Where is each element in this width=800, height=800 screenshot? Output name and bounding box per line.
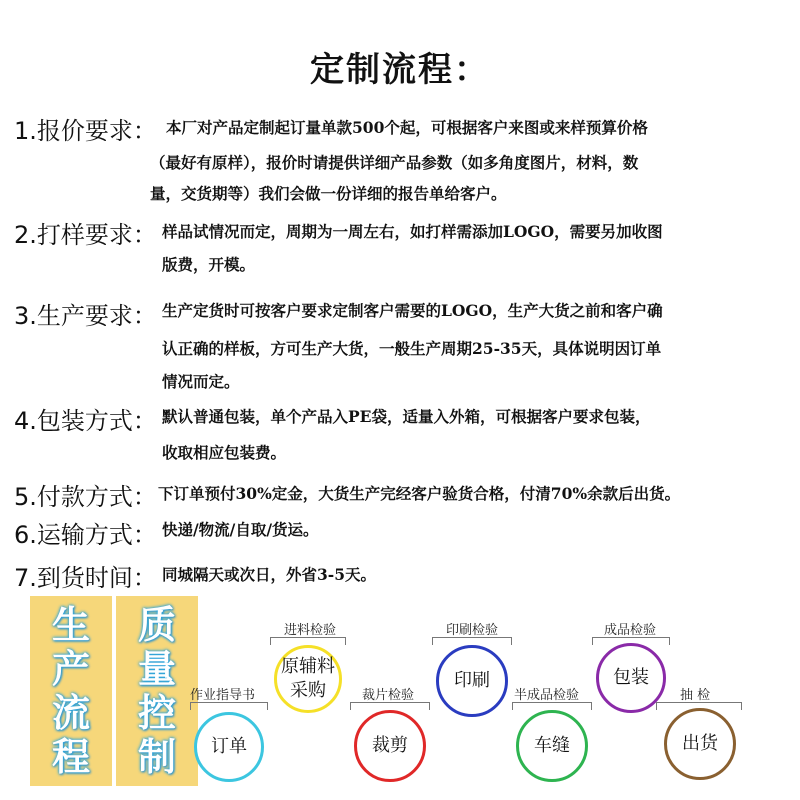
production-process-badge xyxy=(30,596,112,786)
requirement-2-label: 2.打样要求： xyxy=(14,221,157,249)
bracket xyxy=(350,702,430,710)
badge-char: 质 xyxy=(137,603,176,647)
bracket xyxy=(512,702,592,710)
requirement-3-line-1: 生产定货时可按客户要求定制客户需要的LOGO，生产大货之前和客户确 xyxy=(162,301,663,320)
stage-circle-order xyxy=(194,712,264,782)
badge-char: 量 xyxy=(137,647,176,691)
requirement-3-line-3: 情况而定。 xyxy=(162,372,240,391)
stage-label-spot-check: 抽 检 xyxy=(680,688,711,703)
requirement-5-line-1: 下订单预付30%定金，大货生产完经客户验货合格，付清70%余款后出货。 xyxy=(158,484,681,503)
requirement-7-line-1: 同城隔天或次日，外省3-5天。 xyxy=(162,565,377,584)
bracket xyxy=(432,637,512,645)
stage-circle-cutting xyxy=(354,710,426,782)
stage-circle-text: 车缝 xyxy=(534,735,570,756)
stage-circle-text: 原辅料 xyxy=(281,656,335,677)
stage-circle-text: 采购 xyxy=(290,680,326,701)
requirement-1-line-2: （最好有原样），报价时请提供详细产品参数（如多角度图片，材料，数 xyxy=(150,153,639,172)
quality-control-badge xyxy=(116,596,198,786)
stage-label-printing-inspection: 印刷检验 xyxy=(446,623,499,638)
stage-circle-materials-purchase xyxy=(274,645,342,713)
requirement-4-label: 4.包装方式： xyxy=(14,407,157,435)
stage-label-incoming-inspection: 进料检验 xyxy=(284,623,337,638)
requirement-1-label: 1.报价要求： xyxy=(14,117,157,145)
stage-label-work-instruction: 作业指导书 xyxy=(190,688,256,703)
requirement-1-line-1: 本厂对产品定制起订量单款500个起，可根据客户来图或来样预算价格 xyxy=(166,118,648,137)
stage-circle-text: 订单 xyxy=(211,736,247,757)
stage-label-cutting-inspection: 裁片检验 xyxy=(362,688,415,703)
badge-char: 制 xyxy=(137,735,176,779)
page-title: 定制流程： xyxy=(310,50,490,90)
stage-circle-text: 包装 xyxy=(613,667,649,688)
requirement-5-label: 5.付款方式： xyxy=(14,483,157,511)
stage-circle-sewing xyxy=(516,710,588,782)
badge-char: 程 xyxy=(51,735,90,779)
requirement-2-line-2: 版费，开模。 xyxy=(162,255,256,274)
stage-circle-text: 印刷 xyxy=(454,670,490,691)
requirement-2-line-1: 样品试情况而定，周期为一周左右，如打样需添加LOGO，需要另加收图 xyxy=(162,222,663,241)
badge-char: 生 xyxy=(51,603,90,647)
requirement-3-line-2: 认正确的样板，方可生产大货，一般生产周期25-35天，具体说明因订单 xyxy=(162,339,662,358)
requirement-4-line-1: 默认普通包装，单个产品入PE袋，适量入外箱，可根据客户要求包装， xyxy=(162,407,651,426)
badge-char: 流 xyxy=(51,691,90,735)
requirement-1-line-3: 量，交货期等）我们会做一份详细的报告单给客户。 xyxy=(150,184,507,203)
stage-circle-text: 裁剪 xyxy=(372,735,408,756)
badge-char: 控 xyxy=(137,691,176,735)
requirement-3-label: 3.生产要求： xyxy=(14,302,157,330)
stage-label-finished-inspection: 成品检验 xyxy=(604,623,657,638)
stage-circle-shipment xyxy=(664,708,736,780)
requirement-4-line-2: 收取相应包装费。 xyxy=(162,443,287,462)
requirement-6-label: 6.运输方式： xyxy=(14,521,157,549)
stage-circle-text: 出货 xyxy=(682,733,718,754)
stage-circle-printing xyxy=(436,645,508,717)
requirement-7-label: 7.到货时间： xyxy=(14,564,157,592)
stage-label-semi-finished-inspection: 半成品检验 xyxy=(514,688,580,703)
bracket xyxy=(270,637,346,645)
badge-char: 产 xyxy=(51,647,90,691)
requirement-6-line-1: 快递/物流/自取/货运。 xyxy=(162,520,319,539)
bracket xyxy=(190,702,268,710)
